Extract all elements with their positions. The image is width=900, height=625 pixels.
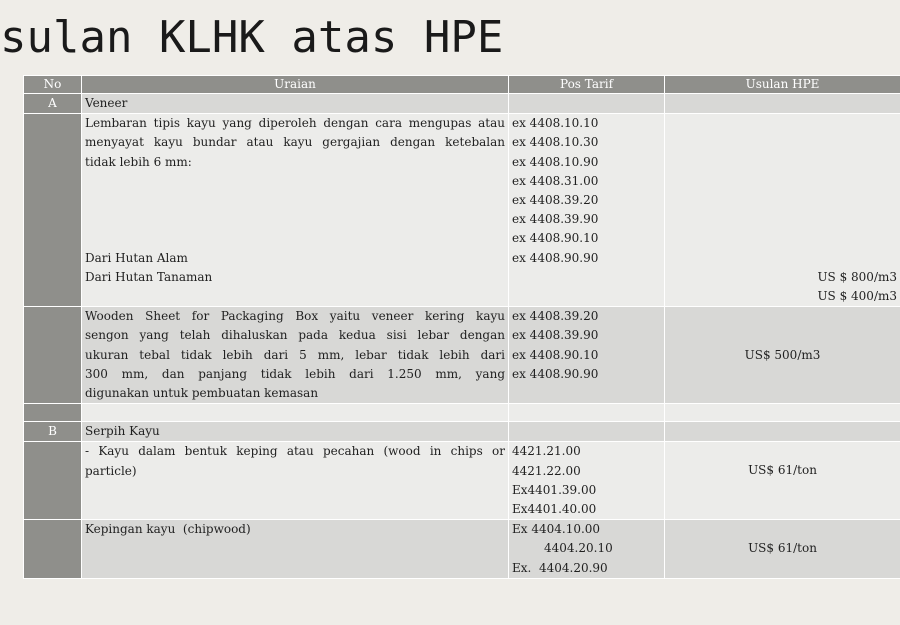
page-title: sulan KLHK atas HPE <box>0 12 504 63</box>
row-no <box>24 520 82 579</box>
empty-cell <box>509 422 665 442</box>
pos-code: ex 4408.39.90 <box>512 328 599 343</box>
pos-tarif-cell <box>509 114 665 307</box>
table-row <box>24 114 900 307</box>
pos-code: ex 4408.90.90 <box>512 366 599 381</box>
blank-row <box>24 404 900 422</box>
pos-code: ex 4408.31.00 <box>512 173 599 188</box>
uraian-cell <box>82 307 509 404</box>
pos-code: ex 4408.90.90 <box>512 250 599 265</box>
sub-item: Dari Hutan Tanaman <box>85 269 213 284</box>
hpe-value: US$ 61/ton <box>748 463 817 478</box>
usulan-cell <box>665 442 900 520</box>
empty-cell <box>509 404 665 422</box>
pos-code: ex 4408.90.10 <box>512 347 599 362</box>
usulan-cell <box>665 307 900 404</box>
uraian-cell <box>82 442 509 520</box>
pos-code: ex 4408.90.10 <box>512 231 599 246</box>
pos-tarif-cell <box>509 442 665 520</box>
spacer <box>668 114 897 268</box>
hpe-table <box>23 75 900 579</box>
desc-line: digunakan untuk pembuatan kemasan <box>85 386 319 401</box>
header-uraian: Uraian <box>82 76 509 94</box>
hpe-value: US $ 400/m3 <box>817 289 897 303</box>
header-no: No <box>24 76 82 94</box>
section-row-a <box>24 94 900 114</box>
desc-line: - Kayu dalam bentuk keping atau pecahan (wood in chips or <box>85 444 505 459</box>
hpe-value: US$ 61/ton <box>748 541 817 556</box>
empty-cell <box>82 404 509 422</box>
table-row <box>24 307 900 404</box>
pos-code: 4421.22.00 <box>512 463 581 478</box>
empty-cell <box>665 422 900 442</box>
pos-code: ex 4408.39.90 <box>512 212 599 227</box>
desc-line: Kepingan kayu (chipwood) <box>85 522 251 537</box>
pos-code: ex 4408.10.10 <box>512 116 599 131</box>
empty-cell <box>665 404 900 422</box>
pos-tarif-cell <box>509 520 665 579</box>
desc-line: sengon yang telah dihaluskan pada kedua sisi lebar dengan <box>85 328 505 343</box>
section-no: A <box>24 94 82 114</box>
desc-line: tidak lebih 6 mm: <box>85 154 192 169</box>
uraian-cell <box>82 520 509 579</box>
row-no <box>24 114 82 307</box>
section-label: Serpih Kayu <box>82 422 509 442</box>
table-header-row <box>24 76 900 94</box>
pos-code: ex 4408.39.20 <box>512 309 599 324</box>
desc-line: Lembaran tipis kayu yang diperoleh dengan cara mengupas atau <box>85 116 505 131</box>
section-row-b <box>24 422 900 442</box>
empty-cell <box>665 94 900 114</box>
spacer <box>85 172 505 249</box>
pos-code: ex 4408.10.90 <box>512 154 599 169</box>
pos-code: Ex4401.40.00 <box>512 502 597 517</box>
hpe-value: US $ 800/m3 <box>817 269 897 284</box>
header-pos-tarif: Pos Tarif <box>509 76 665 94</box>
empty-cell <box>509 94 665 114</box>
pos-code: ex 4408.10.30 <box>512 135 599 150</box>
pos-code: Ex 4404.10.00 <box>512 522 601 537</box>
desc-line: 300 mm, dan panjang tidak lebih dari 1.250 mm, yang <box>85 366 505 381</box>
desc-line: Wooden Sheet for Packaging Box yaitu veneer kering kayu <box>85 309 505 324</box>
table-row <box>24 520 900 579</box>
pos-code: Ex. 4404.20.90 <box>512 560 608 575</box>
usulan-cell <box>665 114 900 307</box>
row-no <box>24 307 82 404</box>
pos-code: Ex4401.39.00 <box>512 482 597 497</box>
usulan-cell <box>665 520 900 579</box>
table-row <box>24 442 900 520</box>
pos-code: 4421.21.00 <box>512 444 581 459</box>
section-label: Veneer <box>82 94 509 114</box>
sub-item: Dari Hutan Alam <box>85 250 188 265</box>
row-no <box>24 442 82 520</box>
section-no: B <box>24 422 82 442</box>
pos-tarif-cell <box>509 307 665 404</box>
pos-code: ex 4408.39.20 <box>512 193 599 208</box>
pos-code: 4404.20.10 <box>544 541 613 556</box>
uraian-cell <box>82 114 509 307</box>
row-no <box>24 404 82 422</box>
header-usulan-hpe: Usulan HPE <box>665 76 900 94</box>
desc-line: particle) <box>85 463 137 478</box>
hpe-value: US$ 500/m3 <box>744 347 821 362</box>
desc-line: ukuran tebal tidak lebih dari 5 mm, lebar tidak lebih dari <box>85 347 505 362</box>
desc-line: menyayat kayu bundar atau kayu gergajian dengan ketebalan <box>85 135 505 150</box>
